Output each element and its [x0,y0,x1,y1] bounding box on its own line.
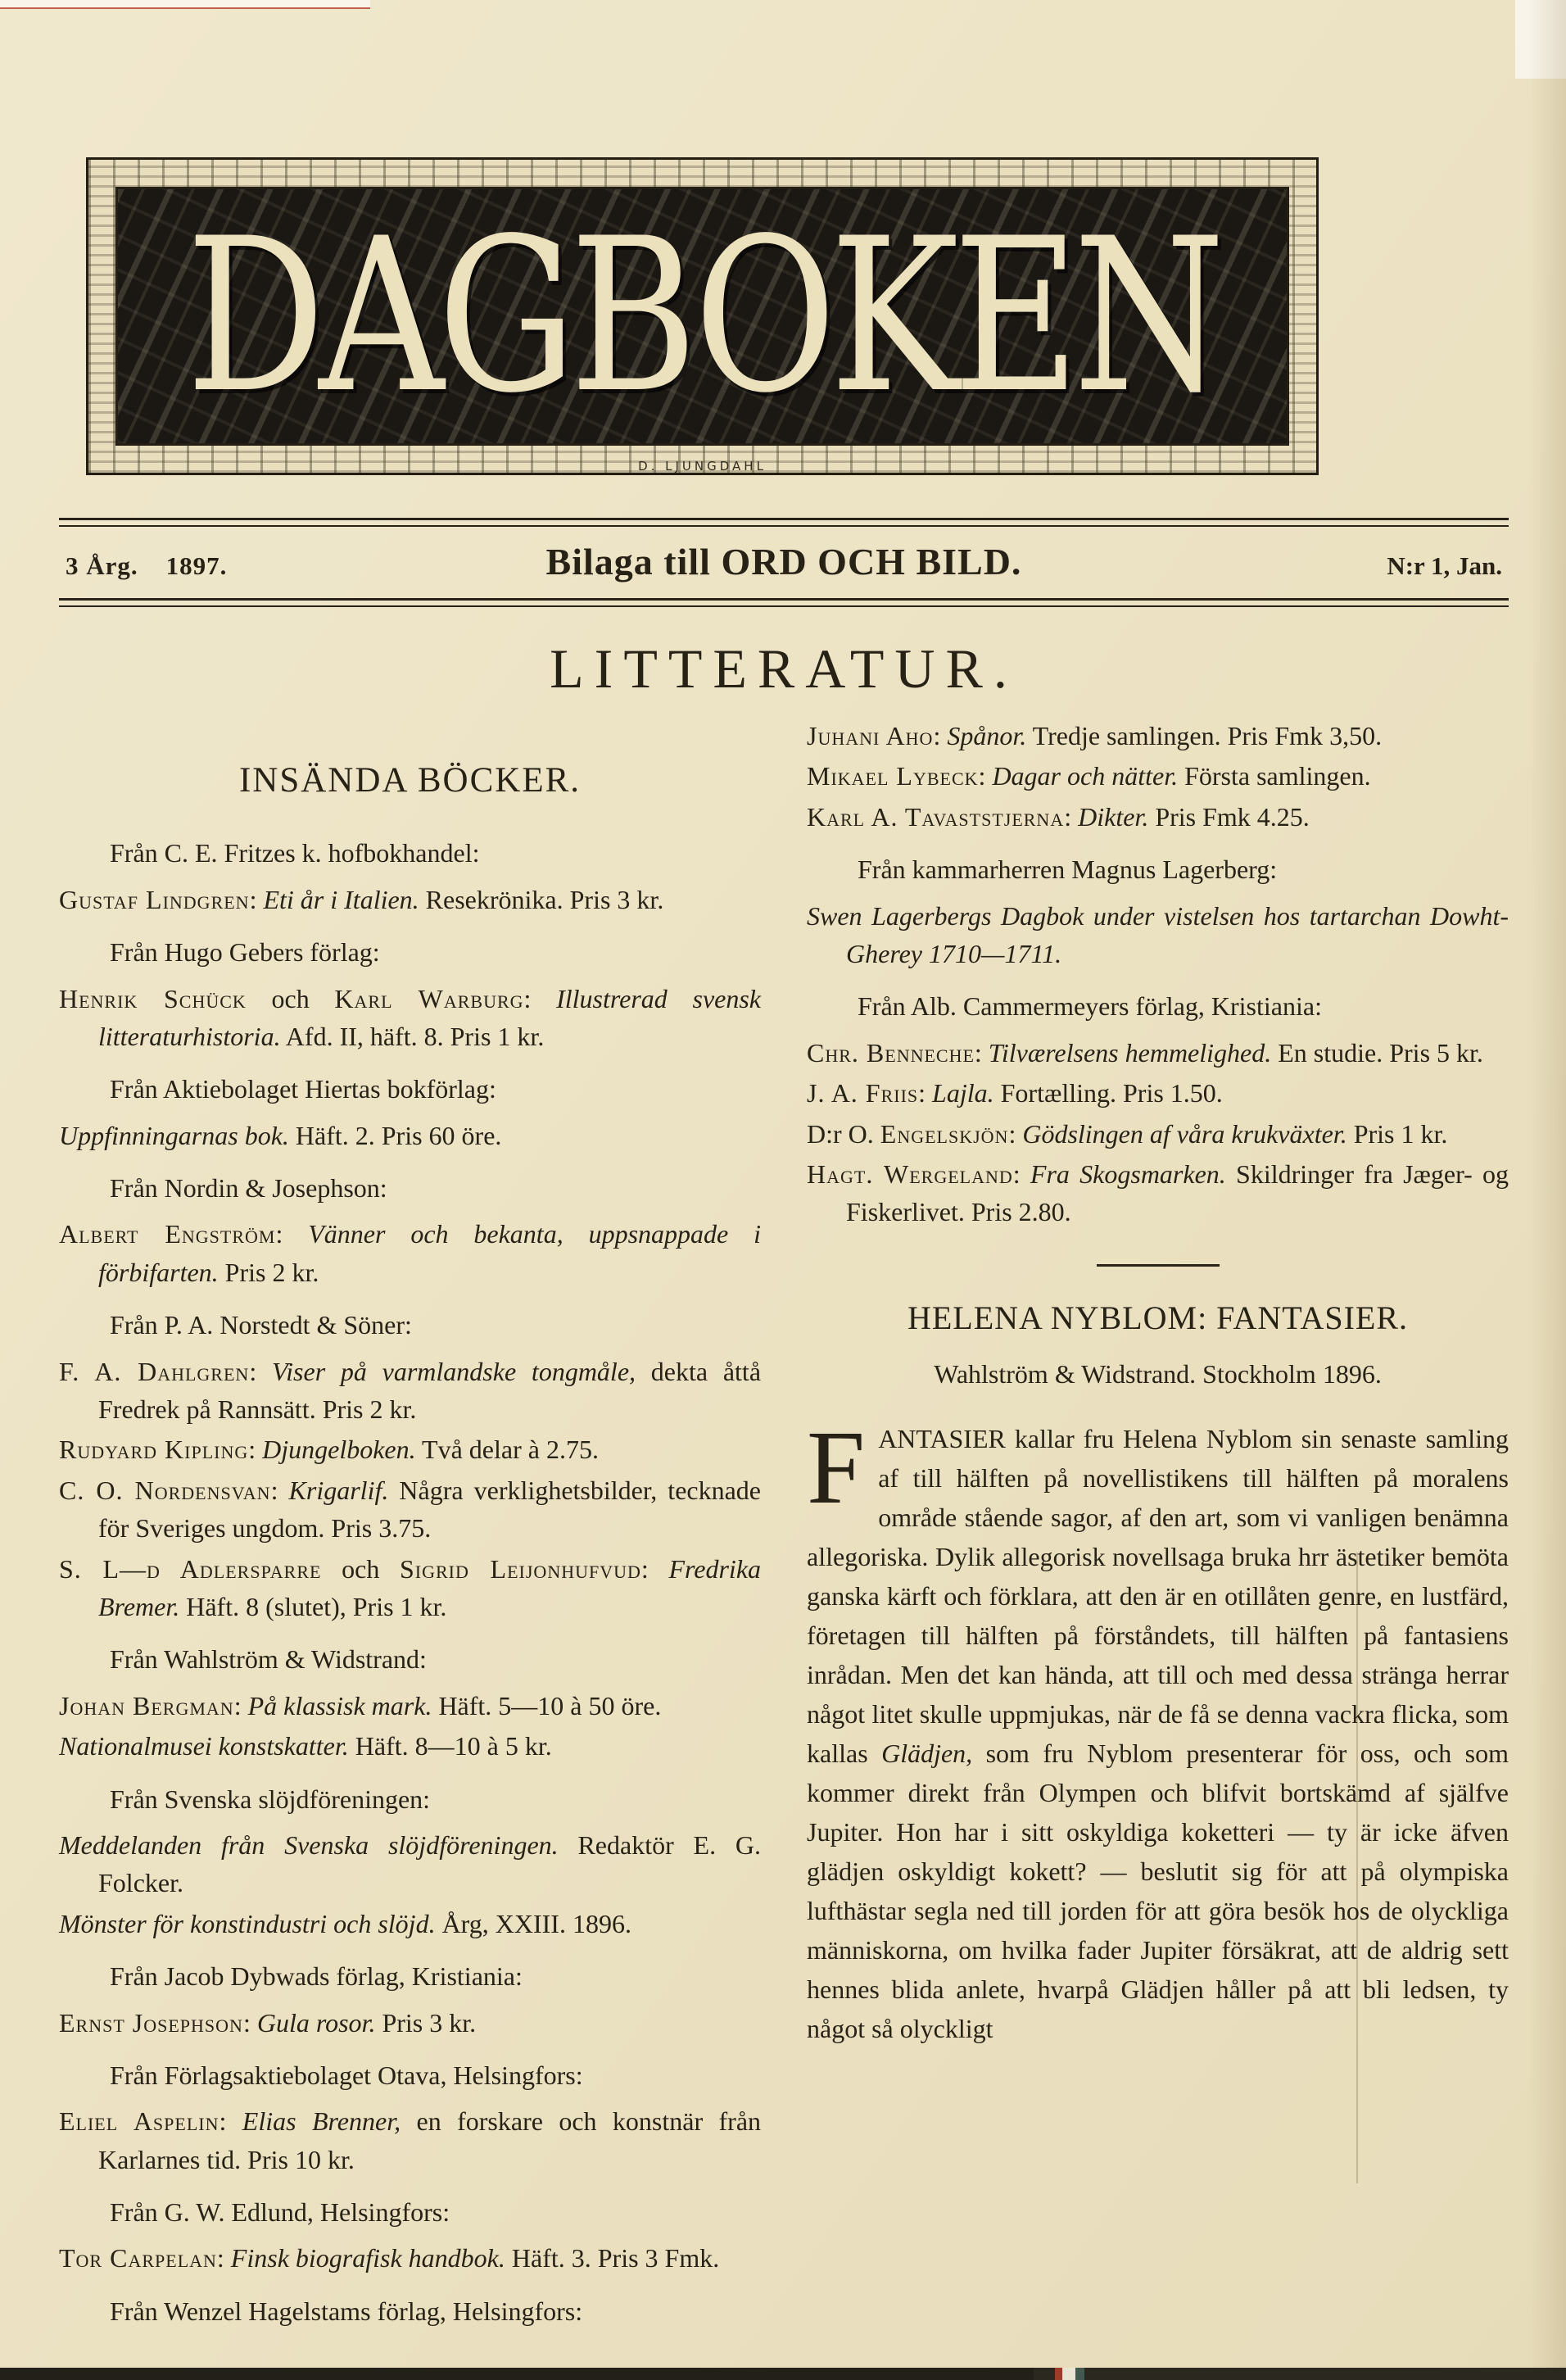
entry-text: En studie. Pris 5 kr. [1271,1037,1483,1068]
right-column-entries [807,717,1509,1231]
publisher-source-line: Från Jacob Dybwads förlag, Kristiania: [110,1961,523,1992]
book-title: Glädjen, [881,1739,973,1769]
author-name: J. A. Friis [807,1078,919,1108]
book-entry [807,1074,1509,1112]
entry-text: Häft. 3. Pris 3 Fmk. [505,2243,720,2273]
page-content [59,518,1509,2338]
book-title: Viser på varmlandske tongmåle, [271,1356,636,1386]
entry-text: Pris 2 kr. [218,1257,319,1287]
left-column [59,714,761,2338]
book-entry [59,1905,761,1943]
publisher-source-line: Från C. E. Fritzes k. hofbokhandel: [110,838,480,868]
book-entry [807,1034,1509,1072]
entry-text: : [249,884,264,914]
author-name: Karl A. Tavaststjerna [807,801,1065,832]
book-title: Nationalmusei konstskatter. [59,1731,349,1761]
author-name: C. O. Nordensvan [59,1475,271,1505]
book-entry [59,1430,761,1468]
book-entry [807,757,1509,795]
entry-text: : [523,983,557,1013]
entry-text: Häft. 8—10 à 5 kr. [348,1731,552,1761]
entry-text: : [978,761,993,791]
masthead-title: DAGBOKEN [186,192,1219,440]
page-edge-shadow [1528,0,1566,2380]
publisher-source-line: Från Alb. Cammermeyers förlag, Kristiania: [858,991,1322,1022]
entry-text: : [1008,1118,1023,1149]
entry-text: Första samlingen. [1178,761,1371,791]
author-name: Hagt. Wergeland [807,1158,1013,1189]
book-entry [807,1155,1509,1231]
issue-volume-year [66,551,344,581]
book-title: Finsk biografisk handbok. [230,2243,505,2273]
book-title: Tilværelsens hemmelighed. [988,1037,1272,1068]
scan-edge-top-left [0,0,370,9]
book-title: Meddelanden från Svenska slöjdföreningen. [59,1829,559,1860]
author-name: F. A. Dahlgren [59,1356,250,1386]
author-name: Sigrid Leijonhufvud [400,1553,641,1584]
entry-text: : [216,2243,231,2273]
masthead-banner [86,157,1319,475]
book-title: På klassisk mark. [247,1690,432,1720]
book-title: Uppfinningarnas bok. [59,1120,289,1150]
entry-text: : [1012,1158,1030,1189]
author-name: Chr. Benneche [807,1037,975,1068]
author-name: Engelskjön [880,1118,1009,1149]
book-title: Lajla. [932,1078,994,1108]
author-name: Karl Warburg [334,983,524,1013]
book-title: Mönster för konstindustri och slöjd. [59,1908,436,1938]
drop-cap: F [807,1409,866,1526]
author-name: Gustaf Lindgren [59,884,250,914]
entry-text: : [918,1078,933,1108]
left-column-entries [59,834,761,2330]
book-entry [59,2102,761,2178]
book-entry [59,1215,761,1291]
publisher-source-line: Från Wenzel Hagelstams förlag, Helsingfors: [110,2296,583,2326]
issue-header [59,527,1509,598]
entry-text: Några verklighetsbilder, tecknade för Sveriges ungdom. Pris 3.75. [98,1475,761,1544]
book-title: Eti år i Italien. [263,884,419,914]
book-entry [59,1471,761,1548]
book-title: Gula rosor. [256,2007,376,2038]
book-entry [59,1353,761,1429]
entry-text: : [270,1475,289,1505]
entry-text: Tredje samlingen. Pris Fmk 3,50. [1026,721,1383,750]
publisher-source-line: Från G. W. Edlund, Helsingfors: [110,2197,450,2228]
review-heading: HELENA NYBLOM: FANTASIER. [907,1299,1409,1336]
entry-text: som fru Nyblom presenterar för oss, och som kommer direkt från Olympen och blifvit bortskämd af själfve Jupiter. Hon har i sitt oskyldiga koketteri — ty är icke äfven glädjen oskyldigt kokett? — beslutit sig för att på olympiska lufthästar segla ned till jorden för att göra besök hos de olyckliga människorna, om hvilka fader Jupiter försäkrat, att de aldrig sett hennes blida anlete, hvarpå Glädjen håller på att bli ledsen, ty något så olyckligt [807,1739,1509,2044]
entry-text: Resekrönika. Pris 3 kr. [419,884,664,914]
entry-text: : [249,1356,272,1386]
book-entry [807,798,1509,836]
book-entry [807,1115,1509,1153]
entry-text: Pris Fmk 4.25. [1148,801,1310,832]
book-title: Krigarlif. [288,1475,389,1505]
book-entry [59,1550,761,1626]
publisher-source-line: Från Svenska slöjdföreningen: [110,1784,431,1814]
engraver-signature: D. LJUNGDAHL [638,459,767,474]
issue-number: N:r 1, Jan. [1387,551,1502,580]
right-column [807,714,1509,2338]
insanda-bocker-heading: INSÄNDA BÖCKER. [238,761,582,800]
author-name: Eliel Aspelin [59,2106,220,2137]
author-name: Henrik Schück [59,983,247,1013]
review-imprint: Wahlström & Widstrand. Stockholm 1896. [934,1358,1382,1389]
book-entry [807,717,1509,755]
entry-text: : [933,721,948,750]
section-divider [1097,1264,1220,1267]
author-name: Rudyard Kipling [59,1435,249,1465]
book-entry [59,881,761,918]
book-entry [59,980,761,1056]
author-name: S. L—d Adlersparre [59,1553,322,1584]
entry-text: Skildringer fra Jæger- og Fiskerlivet. Pris 2.80. [846,1158,1509,1227]
entry-text: Häft. 8 (slutet), Pris 1 kr. [179,1591,447,1621]
book-entry [59,1117,761,1154]
two-column-layout [59,714,1509,2338]
entry-text: : [248,1435,263,1465]
book-title: Djungelboken. [262,1435,416,1465]
book-title: Vänner och bekanta, uppsnappade i förbifarten. [98,1219,762,1287]
book-title: Fra Skogsmarken. [1030,1158,1226,1189]
author-name: Tor Carpelan [59,2243,217,2273]
author-name: Albert Engström [59,1219,276,1249]
book-entry [59,1687,761,1725]
entry-text: Årg, XXIII. 1896. [435,1908,631,1938]
book-title: Swen Lagerbergs Dagbok under vistelsen hos tartarchan Dowht-Gherey 1710—1711. [807,900,1509,968]
book-title: Illustrerad svensk litteraturhistoria. [98,983,761,1051]
page-title: LITTERATUR. [550,637,1018,700]
entry-text: och [321,1553,400,1584]
entry-text: en forskare och konstnär från Karlarnes tid. Pris 10 kr. [98,2106,762,2174]
publisher-source-line: Från P. A. Norstedt & Söner: [110,1310,412,1340]
entry-text: Pris 1 kr. [1346,1118,1448,1149]
entry-text: : [242,2007,257,2038]
review-paragraph-text [807,1424,1509,2043]
book-title: Dagar och nätter. [992,761,1179,791]
entry-text: Pris 3 kr. [375,2007,477,2038]
entry-text: : [640,1553,669,1584]
entry-text: dekta åttå Fredrek på Rannsätt. Pris 2 kr. [98,1356,762,1425]
issue-supplement-title: Bilaga till ORD OCH BILD. [545,541,1022,583]
entry-text: ANTASIER kallar fru Helena Nyblom sin senaste samling af till hälften på novellistikens till hälften på moralens område stående sagor, af den art, som vi vanligen benämna allegoriska. Dylik allegorisk novellsaga bruka hrr ästetiker bemöta ganska kärft och förklara, att den är en otillåten genre, en lustfärd, företagen till hälften på förståndets, till hälften på fantasiens inrådan. Men det kan hända, att till och med dessa stränga herrar något litet skulle uppmjukas, när de få se denna vackra flicka, som kallas [807,1424,1509,1769]
entry-text: Häft. 5—10 à 50 öre. [432,1690,662,1720]
publisher-source-line: Från Förlagsaktiebolaget Otava, Helsingfors: [110,2060,583,2090]
book-entry [59,2239,761,2277]
entry-text: : [974,1037,989,1068]
entry-text: : [233,1690,248,1720]
book-title: Gödslingen af våra krukväxter. [1022,1118,1347,1149]
author-name: Mikael Lybeck [807,761,979,791]
book-title: Dikter. [1078,801,1149,832]
book-title: Elias Brenner, [242,2106,401,2137]
publisher-source-line: Från Hugo Gebers förlag: [110,937,380,968]
publisher-source-line: Från Aktiebolaget Hiertas bokförlag: [110,1074,496,1104]
book-entry [59,1727,761,1765]
review-paragraph [807,1409,1509,2048]
entry-text: Häft. 2. Pris 60 öre. [288,1120,502,1150]
publisher-source-line: Från Wahlström & Widstrand: [110,1644,427,1675]
author-name: Juhani Aho [807,721,934,750]
book-entry [59,1826,761,1902]
entry-text: D:r O. [807,1118,880,1149]
scan-edge-bottom-notch [1055,2368,1084,2380]
entry-text: Två delar à 2.75. [415,1435,599,1465]
issue-volume: 3 Årg. [66,551,138,580]
header-rule-bottom [59,598,1509,607]
entry-text: Afd. II, häft. 8. Pris 1 kr. [280,1021,545,1051]
header-rule-top [59,518,1509,527]
publisher-source-line: Från kammarherren Magnus Lagerberg: [858,855,1278,885]
entry-text: Redaktör E. G. Folcker. [98,1829,762,1898]
book-title: Fredrika Bremer. [98,1553,762,1621]
entry-text: : [275,1219,309,1249]
scan-edge-bottom [0,2368,1566,2380]
book-entry [59,2004,761,2042]
entry-text: Fortælling. Pris 1.50. [993,1078,1223,1108]
entry-text: och [246,983,335,1013]
banner-dark-field [115,187,1289,446]
author-name: Ernst Josephson [59,2007,243,2038]
publisher-source-line: Från Nordin & Josephson: [110,1173,387,1204]
author-name: Johan Bergman [59,1690,234,1720]
book-title: Spånor. [947,721,1027,750]
book-entry [807,897,1509,973]
entry-text: : [219,2106,242,2137]
issue-year: 1897. [165,551,228,580]
entry-text: : [1064,801,1079,832]
